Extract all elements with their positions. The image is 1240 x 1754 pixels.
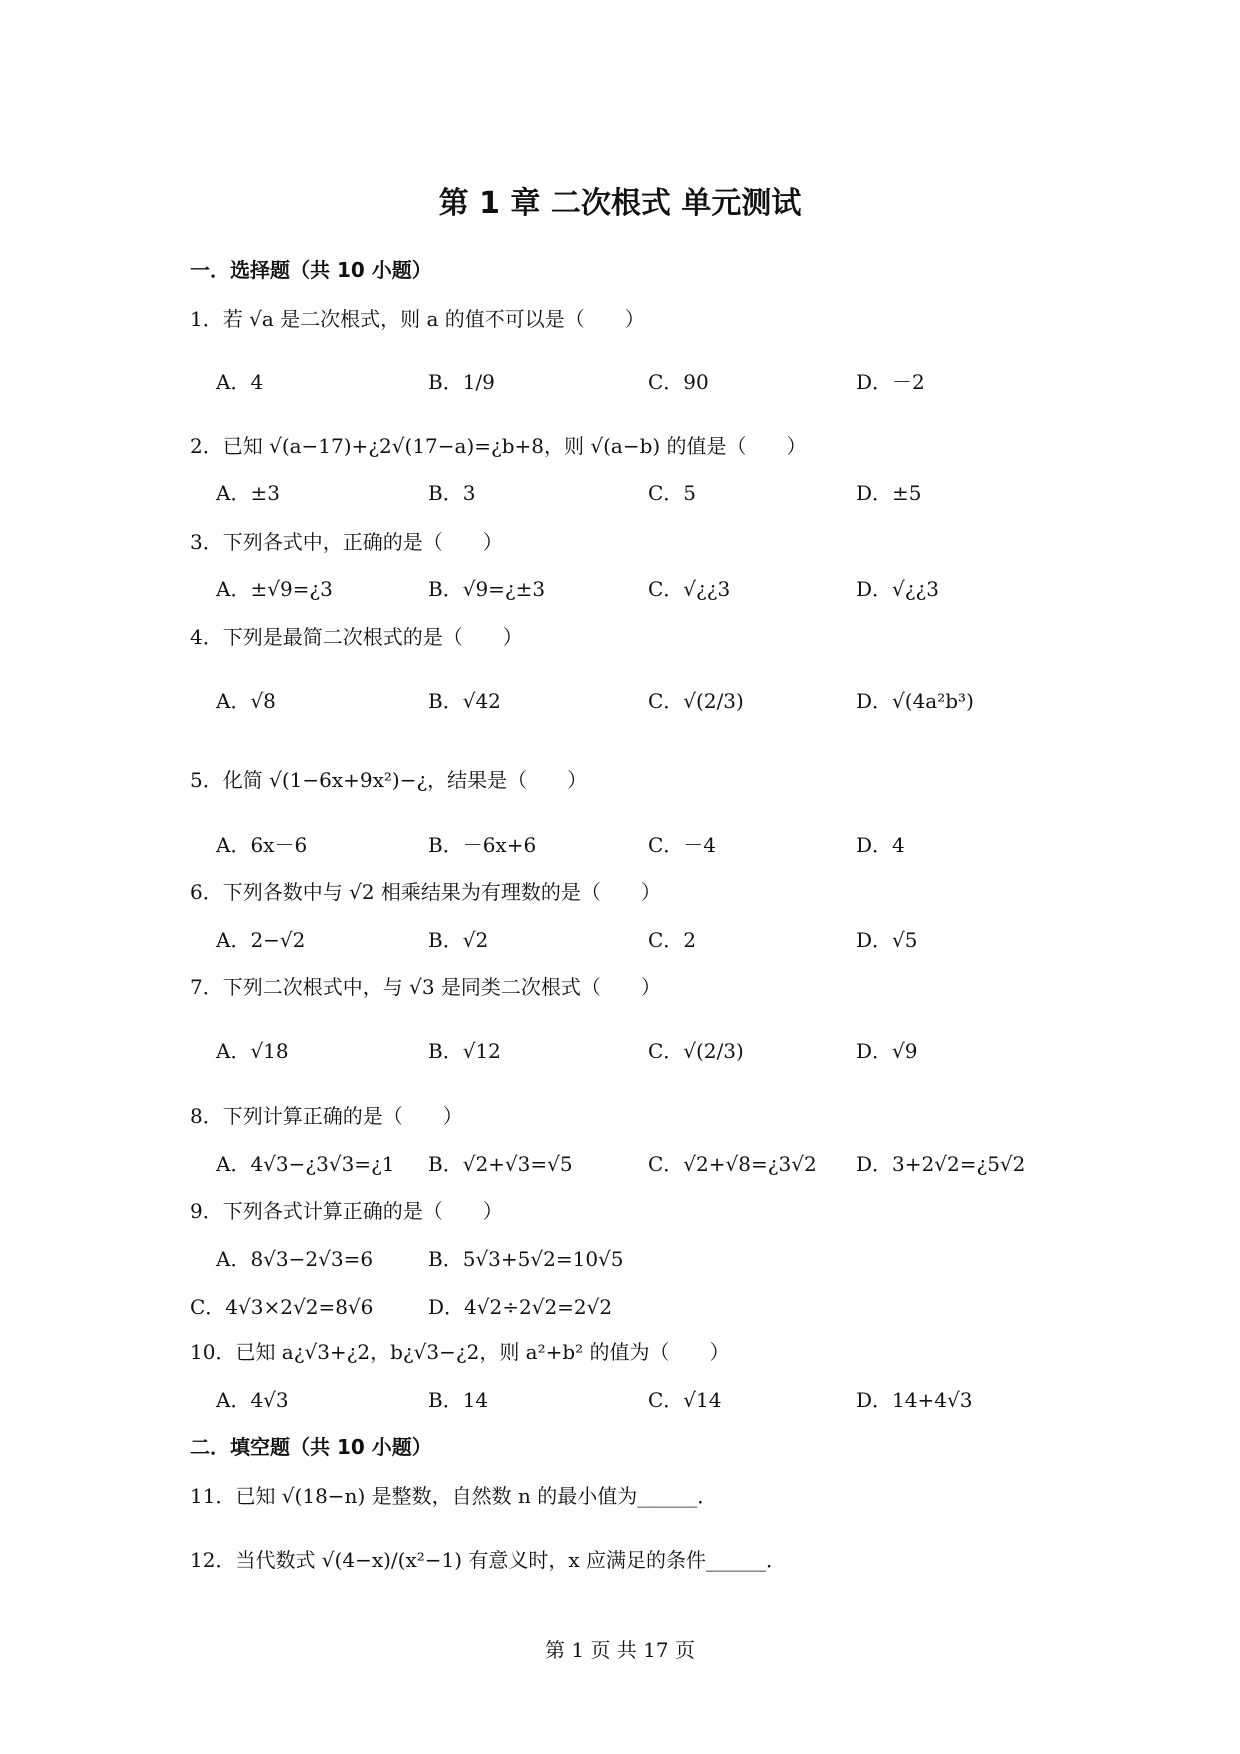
question-5-option-c[interactable]: C．－4	[648, 833, 717, 857]
question-6-option-d[interactable]: D．√5	[856, 928, 918, 952]
page-title: 第 1 章 二次根式 单元测试	[438, 186, 802, 221]
question-12-stem: 12．当代数式 √(4−x)/(x²−1) 有意义时，x 应满足的条件______．	[190, 1548, 787, 1572]
question-3-option-b[interactable]: B．√9=¿±3	[428, 577, 546, 601]
question-4-option-c[interactable]: C．√(2/3)	[648, 689, 744, 713]
question-9-option-b[interactable]: B．5√3+5√2=10√5	[428, 1247, 624, 1271]
question-1-option-b[interactable]: B．1/9	[428, 370, 495, 394]
question-2-option-b[interactable]: B．3	[428, 481, 476, 505]
question-7-option-d[interactable]: D．√9	[856, 1039, 918, 1063]
question-8-option-d[interactable]: D．3+2√2=¿5√2	[856, 1152, 1026, 1176]
question-5-option-d[interactable]: D．4	[856, 833, 905, 857]
question-4-stem: 4．下列是最简二次根式的是（ ）	[190, 625, 523, 649]
question-8-stem: 8．下列计算正确的是（ ）	[190, 1104, 463, 1128]
section-heading-fill: 二．填空题（共 10 小题）	[190, 1435, 432, 1459]
question-9-stem: 9．下列各式计算正确的是（ ）	[190, 1199, 503, 1223]
question-9-option-d[interactable]: D．4√2÷2√2=2√2	[428, 1295, 613, 1319]
question-8-option-c[interactable]: C．√2+√8=¿3√2	[648, 1152, 817, 1176]
question-1-option-c[interactable]: C．90	[648, 370, 709, 394]
question-7-stem: 7．下列二次根式中，与 √3 是同类二次根式（ ）	[190, 975, 661, 999]
question-11-stem: 11．已知 √(18−n) 是整数，自然数 n 的最小值为______．	[190, 1484, 718, 1508]
question-1-option-a[interactable]: A．4	[216, 370, 264, 394]
question-9-option-a[interactable]: A．8√3−2√3=6	[216, 1247, 374, 1271]
question-3-stem: 3．下列各式中，正确的是（ ）	[190, 530, 503, 554]
question-8-option-a[interactable]: A．4√3−¿3√3=¿1	[216, 1152, 395, 1176]
question-1-option-d[interactable]: D．－2	[856, 370, 925, 394]
question-4-option-d[interactable]: D．√(4a²b³)	[856, 689, 974, 713]
section-heading-choice: 一．选择题（共 10 小题）	[190, 258, 432, 282]
question-4-option-b[interactable]: B．√42	[428, 689, 501, 713]
question-4-option-a[interactable]: A．√8	[216, 689, 276, 713]
question-9-option-c[interactable]: C．4√3×2√2=8√6	[190, 1295, 374, 1319]
question-10-option-a[interactable]: A．4√3	[216, 1388, 289, 1412]
question-6-stem: 6．下列各数中与 √2 相乘结果为有理数的是（ ）	[190, 880, 661, 904]
question-3-option-a[interactable]: A．±√9=¿3	[216, 577, 333, 601]
question-7-option-b[interactable]: B．√12	[428, 1039, 501, 1063]
question-5-option-a[interactable]: A．6x－6	[216, 833, 308, 857]
question-2-stem: 2．已知 √(a−17)+¿2√(17−a)=¿b+8，则 √(a−b) 的值是（ ）	[190, 434, 807, 458]
question-1-stem: 1．若 √a 是二次根式，则 a 的值不可以是（ ）	[190, 307, 645, 331]
question-3-option-d[interactable]: D．√¿¿3	[856, 577, 939, 601]
question-2-option-d[interactable]: D．±5	[856, 481, 922, 505]
question-2-option-a[interactable]: A．±3	[216, 481, 280, 505]
question-3-option-c[interactable]: C．√¿¿3	[648, 577, 731, 601]
question-8-option-b[interactable]: B．√2+√3=√5	[428, 1152, 573, 1176]
question-6-option-c[interactable]: C．2	[648, 928, 697, 952]
question-10-option-b[interactable]: B．14	[428, 1388, 489, 1412]
question-6-option-b[interactable]: B．√2	[428, 928, 489, 952]
question-5-stem: 5．化简 √(1−6x+9x²)−¿，结果是（ ）	[190, 768, 588, 792]
question-10-stem: 10．已知 a¿√3+¿2，b¿√3−¿2，则 a²+b² 的值为（ ）	[190, 1340, 730, 1364]
question-6-option-a[interactable]: A．2−√2	[216, 928, 306, 952]
page-footer: 第 1 页 共 17 页	[545, 1638, 695, 1662]
question-10-option-c[interactable]: C．√14	[648, 1388, 722, 1412]
question-7-option-c[interactable]: C．√(2/3)	[648, 1039, 744, 1063]
question-5-option-b[interactable]: B．－6x+6	[428, 833, 537, 857]
question-7-option-a[interactable]: A．√18	[216, 1039, 289, 1063]
question-2-option-c[interactable]: C．5	[648, 481, 697, 505]
question-10-option-d[interactable]: D．14+4√3	[856, 1388, 973, 1412]
